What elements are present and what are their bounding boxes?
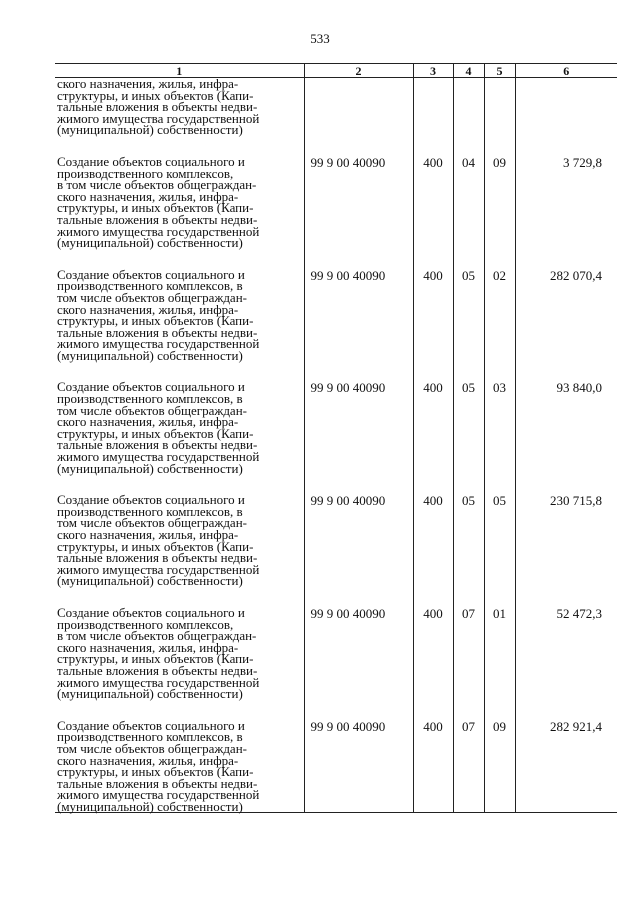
empty-cell bbox=[484, 78, 515, 136]
row-col-4: 05 bbox=[453, 269, 484, 362]
row-gap bbox=[55, 361, 617, 381]
row-name: Создание объектов социального и производственного комплексов, в том числе объектов общеграждан- ского назначения, жилья, инфра- структуры, и иных объектов (Капи- тальные вложения в объекты недви- жимого имущества государственной (муниципальной) собственности) bbox=[57, 266, 260, 363]
row-amount: 93 840,0 bbox=[515, 381, 617, 474]
header-col-2: 2 bbox=[304, 64, 413, 78]
row-col-4: 05 bbox=[453, 494, 484, 587]
row-gap bbox=[55, 136, 617, 156]
empty-cell bbox=[304, 78, 413, 136]
row-gap bbox=[55, 474, 617, 494]
row-amount: 52 472,3 bbox=[515, 607, 617, 700]
row-code: 99 9 00 40090 bbox=[304, 607, 413, 700]
row-amount: 282 921,4 bbox=[515, 720, 617, 813]
row-col-5: 09 bbox=[484, 156, 515, 249]
row-gap bbox=[55, 587, 617, 607]
header-col-4: 4 bbox=[453, 64, 484, 78]
row-col-3: 400 bbox=[413, 381, 453, 474]
table-row bbox=[55, 269, 617, 362]
row-code: 99 9 00 40090 bbox=[304, 156, 413, 249]
table-row bbox=[55, 494, 617, 587]
row-col-3: 400 bbox=[413, 269, 453, 362]
row-code: 99 9 00 40090 bbox=[304, 269, 413, 362]
table-row bbox=[55, 607, 617, 700]
table-row bbox=[55, 156, 617, 249]
row-gap bbox=[55, 249, 617, 269]
row-col-5: 01 bbox=[484, 607, 515, 700]
page-number: 533 bbox=[310, 31, 330, 46]
header-col-6: 6 bbox=[515, 64, 617, 78]
row-col-3: 400 bbox=[413, 494, 453, 587]
empty-cell bbox=[515, 78, 617, 136]
row-amount: 282 070,4 bbox=[515, 269, 617, 362]
empty-cell bbox=[413, 78, 453, 136]
row-col-3: 400 bbox=[413, 156, 453, 249]
row-name: Создание объектов социального и производственного комплексов, в том числе объектов общеграждан- ского назначения, жилья, инфра- структуры, и иных объектов (Капи- тальные вложения в объекты недви- жимого имущества государственной (муниципальной) собственности) bbox=[57, 153, 260, 251]
budget-table-container bbox=[55, 63, 617, 813]
row-col-4: 04 bbox=[453, 156, 484, 249]
empty-cell bbox=[453, 78, 484, 136]
row-col-5: 05 bbox=[484, 494, 515, 587]
budget-table bbox=[55, 63, 617, 813]
row-col-3: 400 bbox=[413, 607, 453, 700]
header-col-1: 1 bbox=[55, 64, 304, 78]
row-col-4: 07 bbox=[453, 720, 484, 813]
row-code: 99 9 00 40090 bbox=[304, 720, 413, 813]
continuation-text: ского назначения, жилья, инфра- структуры, и иных объектов (Капи- тальные вложения в объекты недви- жимого имущества государственной (муниципальной) собственности) bbox=[57, 76, 260, 138]
row-col-4: 07 bbox=[453, 607, 484, 700]
row-col-3: 400 bbox=[413, 720, 453, 813]
row-name: Создание объектов социального и производственного комплексов, в том числе объектов общеграждан- ского назначения, жилья, инфра- структуры, и иных объектов (Капи- тальные вложения в объекты недви- жимого имущества государственной (муниципальной) собственности) bbox=[57, 379, 260, 476]
header-col-3: 3 bbox=[413, 64, 453, 78]
header-col-5: 5 bbox=[484, 64, 515, 78]
row-col-5: 09 bbox=[484, 720, 515, 813]
row-amount: 3 729,8 bbox=[515, 156, 617, 249]
row-gap bbox=[55, 700, 617, 720]
row-name: Создание объектов социального и производственного комплексов, в том числе объектов общеграждан- ского назначения, жилья, инфра- структуры, и иных объектов (Капи- тальные вложения в объекты недви- жимого имущества государственной (муниципальной) собственности) bbox=[57, 492, 260, 589]
row-code: 99 9 00 40090 bbox=[304, 494, 413, 587]
row-code: 99 9 00 40090 bbox=[304, 381, 413, 474]
row-name: Создание объектов социального и производственного комплексов, в том числе объектов общеграждан- ского назначения, жилья, инфра- структуры, и иных объектов (Капи- тальные вложения в объекты недви- жимого имущества государственной (муниципальной) собственности) bbox=[55, 720, 304, 813]
row-col-5: 03 bbox=[484, 381, 515, 474]
table-row bbox=[55, 720, 617, 813]
continuation-row bbox=[55, 78, 617, 136]
row-amount: 230 715,8 bbox=[515, 494, 617, 587]
row-col-4: 05 bbox=[453, 381, 484, 474]
row-name: Создание объектов социального и производственного комплексов, в том числе объектов общеграждан- ского назначения, жилья, инфра- структуры, и иных объектов (Капи- тальные вложения в объекты недви- жимого имущества государственной (муниципальной) собственности) bbox=[57, 604, 260, 702]
row-col-5: 02 bbox=[484, 269, 515, 362]
table-row bbox=[55, 381, 617, 474]
